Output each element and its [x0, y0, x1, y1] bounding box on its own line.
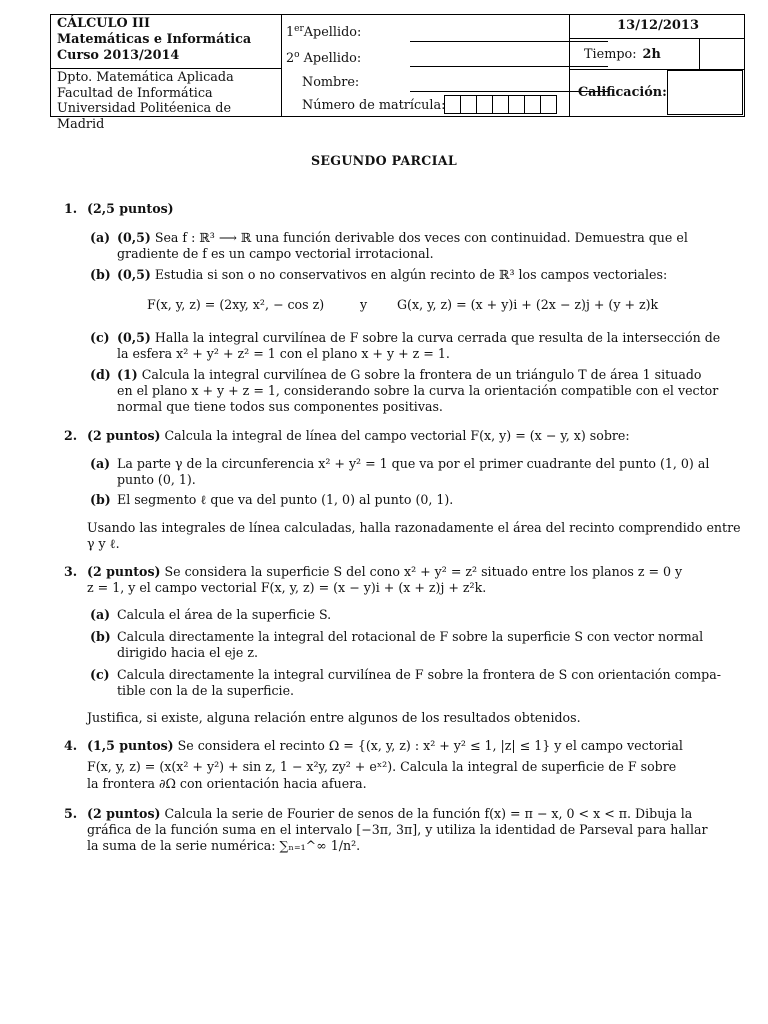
p1c-label: (c) [90, 330, 110, 345]
course-year: Curso 2013/2014 [57, 48, 180, 63]
p1c-text-line2: la esfera x² + y² + z² = 1 con el plano x + y + z = 1. [117, 346, 450, 361]
p2b-label: (b) [90, 492, 111, 507]
problem-2-intro: (2 puntos) Calcula la integral de línea del campo vectorial F(x, y) = (x − y, x) sobre: [87, 428, 630, 443]
p1a-label: (a) [90, 230, 111, 245]
p1d-text: (1) Calcula la integral curvilínea de G sobre la frontera de un triángulo T de área 1 situado [117, 367, 702, 382]
p2a-text: La parte γ de la circunferencia x² + y² = 1 que va por el primer cuadrante del punto (1, 0) al [117, 456, 710, 471]
exam-header [50, 14, 745, 132]
p1b-formula-G: G(x, y, z) = (x + y)i + (2x − z)j + (y + z)k [397, 297, 659, 312]
p2-conclusion: Usando las integrales de línea calculadas, halla razonadamente el área del recinto comprendido entre [87, 520, 741, 535]
matricula-digit-box[interactable] [444, 95, 461, 114]
p3a-text: Calcula el área de la superficie S. [117, 607, 332, 622]
p2b-text: El segmento ℓ que va del punto (1, 0) al punto (0, 1). [117, 492, 454, 507]
matricula-boxes[interactable] [445, 95, 557, 115]
p1d-text-line3: normal que tiene todos sus componentes positivas. [117, 399, 443, 414]
time-label: Tiempo: [584, 47, 637, 62]
problem-4-number: 4. [64, 738, 78, 753]
matricula-label: Número de matrícula: [302, 98, 446, 113]
apellido1-label: 1erApellido: [286, 24, 362, 40]
p1b-text: (0,5) Estudia si son o no conservativos en algún recinto de ℝ³ los campos vectoriales: [117, 267, 668, 282]
problem-5-intro: (2 puntos) Calcula la serie de Fourier de senos de la función f(x) = π − x, 0 < x < π. Dibuja la [87, 806, 693, 821]
course-name: CÁLCULO III [57, 16, 151, 31]
problem-3-intro: (2 puntos) Se considera la superficie S del cono x² + y² = z² situado entre los planos z = 0 y [87, 564, 683, 579]
p3c-label: (c) [90, 667, 110, 682]
institution-info [51, 69, 281, 132]
grade-box[interactable] [667, 70, 743, 115]
grade-label: Calificación: [578, 85, 667, 100]
problem-2-points: (2 puntos) [87, 428, 161, 443]
problem-5-number: 5. [64, 806, 78, 821]
problem-5-line2: gráfica de la función suma en el intervalo [−3π, 3π], y utiliza la identidad de Parseval para hallar [87, 822, 708, 837]
exam-date: 13/12/2013 [570, 15, 745, 39]
course-info [51, 15, 281, 69]
matricula-digit-box[interactable] [476, 95, 493, 114]
p3c-text: Calcula directamente la integral curvilínea de F sobre la frontera de S con orientación compa- [117, 667, 721, 682]
problem-3-number: 3. [64, 564, 78, 579]
p2a-text-line2: punto (0, 1). [117, 472, 196, 487]
p3-conclusion: Justifica, si existe, alguna relación entre algunos de los resultados obtenidos. [87, 710, 581, 725]
p2a-label: (a) [90, 456, 111, 471]
p1d-label: (d) [90, 367, 111, 382]
matricula-digit-box[interactable] [524, 95, 541, 114]
header-course-block [51, 15, 282, 132]
apellido2-label: 2$^o$ Apellido: [286, 50, 362, 66]
exam-title: SEGUNDO PARCIAL [310, 153, 458, 168]
p1d-text-line2: en el plano x + y + z = 1, considerando sobre la curva la orientación compatible con el vector [117, 383, 719, 398]
header-student-block [282, 15, 569, 116]
problem-4-points: (1,5 puntos) [87, 738, 174, 753]
matricula-digit-box[interactable] [508, 95, 525, 114]
matricula-digit-box[interactable] [492, 95, 509, 114]
p2-conclusion-line2: γ y ℓ. [87, 536, 120, 551]
p1b-label: (b) [90, 267, 111, 282]
p3b-text-line2: dirigido hacia el eje z. [117, 645, 259, 660]
p3a-label: (a) [90, 607, 111, 622]
problem-5-line3: la suma de la serie numérica: ∑ₙ₌₁^∞ 1/n². [87, 838, 361, 853]
header-grade-block [569, 15, 745, 116]
time-value: 2h [642, 47, 661, 62]
faculty: Facultad de Informática [57, 85, 213, 101]
p1b-formula-F: F(x, y, z) = (2xy, x², − cos z) [147, 297, 325, 312]
p3c-text-line2: tible con la de la superficie. [117, 683, 295, 698]
nombre-label: Nombre: [302, 75, 360, 90]
p1b-formula-and: y [360, 297, 368, 312]
degree-name: Matemáticas e Informática [57, 32, 252, 47]
department: Dpto. Matemática Aplicada [57, 70, 234, 85]
problem-1-number: 1. [64, 201, 78, 216]
problem-3-intro-line2: z = 1, y el campo vectorial F(x, y, z) = (x − y)i + (x + z)j + z²k. [87, 580, 487, 595]
p1a-text: (0,5) Sea f : ℝ³ ⟶ ℝ una función derivable dos veces con continuidad. Demuestra que el [117, 230, 688, 245]
problem-3-points: (2 puntos) [87, 564, 161, 579]
university: Universidad Politéenica de Madrid [57, 101, 232, 132]
p1a-text-line2: gradiente de f es un campo vectorial irrotacional. [117, 246, 434, 261]
p3b-label: (b) [90, 629, 111, 644]
problem-5-points: (2 puntos) [87, 806, 161, 821]
exam-time [570, 39, 745, 70]
problem-4-line3: la frontera ∂Ω con orientación hacia afuera. [87, 776, 367, 791]
problem-4-intro: (1,5 puntos) Se considera el recinto Ω = {(x, y, z) : x² + y² ≤ 1, |z| ≤ 1} y el campo vectorial [87, 738, 683, 753]
matricula-digit-box[interactable] [540, 95, 557, 114]
p1c-text: (0,5) Halla la integral curvilínea de F sobre la curva cerrada que resulta de la intersección de [117, 330, 721, 345]
time-box [699, 39, 746, 69]
problem-4-line2: F(x, y, z) = (x(x² + y²) + sin z, 1 − x²y, zy² + eˣ²). Calcula la integral de superficie de F sobre [87, 759, 677, 774]
problem-1-points: (2,5 puntos) [87, 201, 174, 216]
problem-2-number: 2. [64, 428, 78, 443]
matricula-digit-box[interactable] [460, 95, 477, 114]
p3b-text: Calcula directamente la integral del rotacional de F sobre la superficie S con vector normal [117, 629, 704, 644]
